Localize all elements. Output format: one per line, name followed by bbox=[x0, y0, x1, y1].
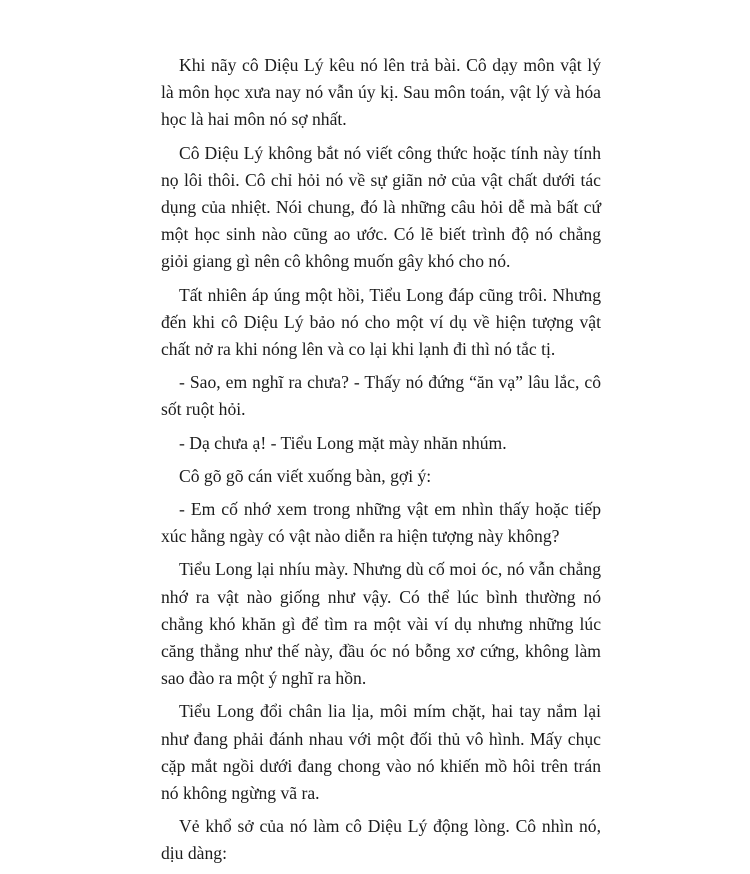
paragraph-5: - Dạ chưa ạ! - Tiểu Long mặt mày nhăn nhúm. bbox=[179, 432, 507, 453]
paragraph-4: - Sao, em nghĩ ra chưa? - Thấy nó đứng “ăn vạ” lâu lắc, cô sốt ruột hỏi. bbox=[161, 372, 601, 420]
paragraph-2: Cô Diệu Lý không bắt nó viết công thức hoặc tính này tính nọ lôi thôi. Cô chỉ hỏi nó về sự giãn nở của vật chất dưới tác dụng của nhiệt. Nói chung, đó là những câu hỏi dễ mà bất cứ một học sinh nào cũng ao ước. Có lẽ biết trình độ nó chẳng giỏi giang gì nên cô không muốn gây khó cho nó. bbox=[161, 142, 601, 272]
paragraph-3: Tất nhiên áp úng một hồi, Tiểu Long đáp cũng trôi. Nhưng đến khi cô Diệu Lý bảo nó cho một ví dụ về hiện tượng vật chất nở ra khi nóng lên và co lại khi lạnh đi thì nó tắc tị. bbox=[161, 284, 601, 360]
paragraph-8: Tiểu Long lại nhíu mày. Nhưng dù cố moi óc, nó vẫn chẳng nhớ ra vật nào giống như vậy. Có thể lúc bình thường nó chẳng khó khăn gì để tìm ra một vài ví dụ nhưng những lúc căng thẳng như thế này, đầu óc nó bỗng xơ cứng, không làm sao đào ra một ý nghĩ ra hồn. bbox=[161, 559, 601, 689]
paragraph-1: Khi nãy cô Diệu Lý kêu nó lên trả bài. Cô dạy môn vật lý là môn học xưa nay nó vẫn úy kị. Sau môn toán, vật lý và hóa học là hai môn nó sợ nhất. bbox=[161, 55, 601, 130]
paragraph-10: Vẻ khổ sở của nó làm cô Diệu Lý động lòng. Cô nhìn nó, dịu dàng: bbox=[161, 816, 601, 864]
paragraph-9: Tiểu Long đổi chân lia lịa, môi mím chặt, hai tay nắm lại như đang phải đánh nhau với một đối thủ vô hình. Mấy chục cặp mắt ngồi dưới đang chong vào nó khiến mồ hôi trên trán nó không ngừng vã ra. bbox=[161, 701, 601, 804]
body-text bbox=[161, 52, 601, 874]
paragraph-6: Cô gõ gõ cán viết xuống bàn, gợi ý: bbox=[179, 465, 432, 486]
paragraph-7: - Em cố nhớ xem trong những vật em nhìn thấy hoặc tiếp xúc hằng ngày có vật nào diễn ra hiện tượng này không? bbox=[161, 499, 601, 547]
